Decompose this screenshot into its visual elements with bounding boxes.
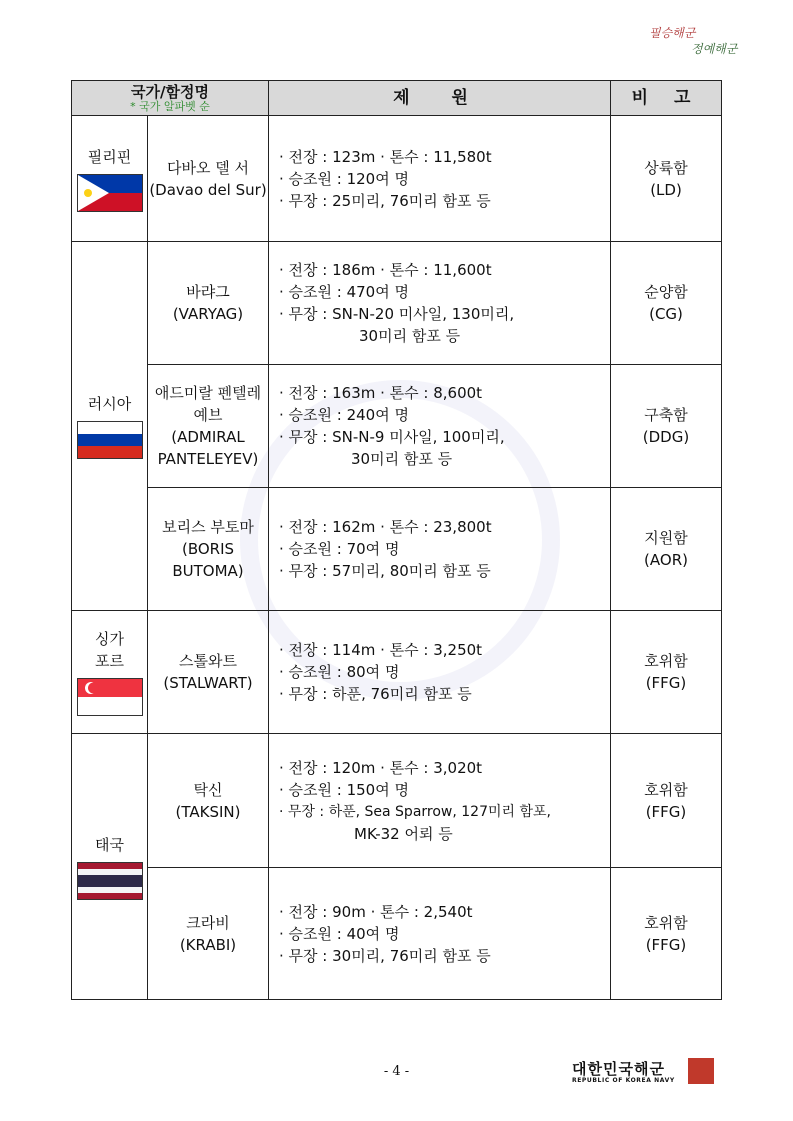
ship-name-cell — [148, 116, 269, 242]
header-nation — [72, 81, 269, 116]
country-name: 싱가 포르 — [95, 630, 124, 670]
remark-cell — [611, 365, 722, 488]
ship-spec-cell — [269, 734, 611, 868]
ship-name-en: (ADMIRAL PANTELEYEV) — [157, 428, 259, 468]
remark-cell — [611, 488, 722, 611]
ship-spec-cell — [269, 116, 611, 242]
country-cell — [72, 611, 148, 734]
ship-name-cell — [148, 488, 269, 611]
spec-line: · 승조원 : 120여 명 — [279, 169, 409, 188]
ship-name-en: (VARYAG) — [172, 305, 244, 323]
country-name: 태국 — [95, 835, 124, 854]
ship-name-ko: 다바오 델 서 — [167, 158, 249, 177]
ship-spec-cell — [269, 611, 611, 734]
spec-line: · 승조원 : 40여 명 — [279, 924, 400, 943]
spec-line: · 승조원 : 470여 명 — [279, 283, 409, 301]
spec-line: · 전장 : 123m · 톤수 : 11,580t — [279, 147, 492, 166]
navy-logo — [572, 1058, 722, 1088]
slogan — [639, 18, 769, 62]
ship-type: 호위함 — [644, 652, 688, 670]
ship-code: (AOR) — [644, 551, 688, 569]
country-cell — [72, 242, 148, 611]
spec-line: · 전장 : 120m · 톤수 : 3,020t — [279, 758, 483, 777]
spec-line: · 무장 : 30미리, 76미리 함포 등 — [279, 946, 491, 965]
ship-name-en: (STALWART) — [163, 674, 253, 692]
remark-cell — [611, 734, 722, 868]
ship-code: (FFG) — [645, 935, 687, 954]
russia-flag-icon — [77, 421, 143, 459]
ship-specs-table — [71, 80, 722, 1000]
ship-code: (FFG) — [645, 802, 687, 821]
spec-line: 30미리 함포 등 — [351, 450, 453, 468]
ship-code: (FFG) — [645, 674, 687, 692]
spec-line: 30미리 함포 등 — [359, 327, 461, 345]
slogan-line-1: 필승해군 — [649, 26, 696, 40]
ship-name-en: (BORIS BUTOMA) — [172, 540, 244, 580]
page-number: - 4 - — [383, 1064, 410, 1079]
ship-code: (CG) — [649, 305, 683, 323]
spec-line: · 전장 : 186m · 톤수 : 11,600t — [279, 261, 492, 279]
spec-line: · 전장 : 162m · 톤수 : 23,800t — [279, 518, 492, 536]
ship-code: (DDG) — [642, 428, 690, 446]
philippines-flag-icon — [77, 174, 143, 212]
navy-logo-english: REPUBLIC OF KOREA NAVY — [572, 1077, 675, 1084]
spec-line: · 승조원 : 70여 명 — [279, 540, 400, 558]
table-row — [72, 242, 722, 365]
ship-spec-cell — [269, 365, 611, 488]
country-cell — [72, 734, 148, 1000]
thailand-flag-icon — [77, 862, 143, 900]
table-row — [72, 868, 722, 1000]
ship-name-cell — [148, 242, 269, 365]
ship-name-ko: 애드미랄 펜텔레예브 — [154, 384, 262, 424]
header-nation-note: * 국가 알파벳 순 — [130, 99, 210, 113]
ship-name-cell — [148, 611, 269, 734]
ship-type: 순양함 — [644, 283, 688, 301]
spec-line: · 전장 : 114m · 톤수 : 3,250t — [279, 641, 483, 659]
header-nation-title: 국가/함정명 — [131, 82, 209, 101]
spec-line: MK-32 어뢰 등 — [354, 824, 453, 843]
singapore-flag-icon — [77, 678, 143, 716]
table-row — [72, 488, 722, 611]
table-row — [72, 734, 722, 868]
spec-line: · 전장 : 90m · 톤수 : 2,540t — [279, 902, 473, 921]
header-remarks — [611, 81, 722, 116]
spec-line: · 무장 : 하푼, Sea Sparrow, 127미리 함포, — [279, 803, 551, 820]
remark-cell — [611, 242, 722, 365]
table-row — [72, 116, 722, 242]
navy-logo-korean: 대한민국해군 — [572, 1060, 665, 1078]
ship-spec-cell — [269, 242, 611, 365]
country-name: 러시아 — [87, 395, 132, 413]
ship-type: 구축함 — [644, 406, 688, 424]
ship-type: 상륙함 — [644, 158, 688, 177]
remark-cell — [611, 868, 722, 1000]
spec-line: · 승조원 : 80여 명 — [279, 663, 400, 681]
navy-seal-icon — [688, 1058, 714, 1084]
ship-type: 호위함 — [644, 780, 688, 799]
ship-name-en: (Davao del Sur) — [149, 180, 267, 199]
ship-spec-cell — [269, 868, 611, 1000]
header-specs — [269, 81, 611, 116]
ship-name-en: (TAKSIN) — [175, 802, 241, 821]
slogan-line-2: 정예해군 — [691, 42, 738, 56]
ship-spec-cell — [269, 488, 611, 611]
ship-name-ko: 바랴그 — [186, 283, 230, 301]
ship-name-en: (KRABI) — [179, 935, 237, 954]
ship-name-ko: 탁신 — [193, 780, 223, 799]
ship-type: 호위함 — [644, 913, 688, 932]
spec-line: · 승조원 : 240여 명 — [279, 406, 409, 424]
table-header-row — [72, 81, 722, 116]
remark-cell — [611, 611, 722, 734]
spec-line: · 전장 : 163m · 톤수 : 8,600t — [279, 384, 483, 402]
table-row — [72, 611, 722, 734]
ship-code: (LD) — [650, 180, 682, 199]
ship-name-cell — [148, 868, 269, 1000]
ship-type: 지원함 — [644, 529, 688, 547]
spec-line: · 무장 : 하푼, 76미리 함포 등 — [279, 685, 472, 703]
spec-line: · 무장 : SN-N-20 미사일, 130미리, — [279, 305, 515, 323]
spec-line: · 승조원 : 150여 명 — [279, 780, 409, 799]
ship-name-ko: 보리스 부토마 — [162, 518, 254, 536]
spec-line: · 무장 : SN-N-9 미사일, 100미리, — [279, 428, 505, 446]
country-cell — [72, 116, 148, 242]
table-row — [72, 365, 722, 488]
header-remarks-label: 비 고 — [631, 88, 701, 108]
ship-name-cell — [148, 365, 269, 488]
country-name: 필리핀 — [87, 147, 132, 166]
header-specs-label: 제 원 — [393, 88, 486, 108]
remark-cell — [611, 116, 722, 242]
ship-name-cell — [148, 734, 269, 868]
ship-name-ko: 크라비 — [186, 913, 230, 932]
spec-line: · 무장 : 57미리, 80미리 함포 등 — [279, 562, 491, 580]
ship-name-ko: 스톨와트 — [179, 652, 237, 670]
spec-line: · 무장 : 25미리, 76미리 함포 등 — [279, 191, 491, 210]
